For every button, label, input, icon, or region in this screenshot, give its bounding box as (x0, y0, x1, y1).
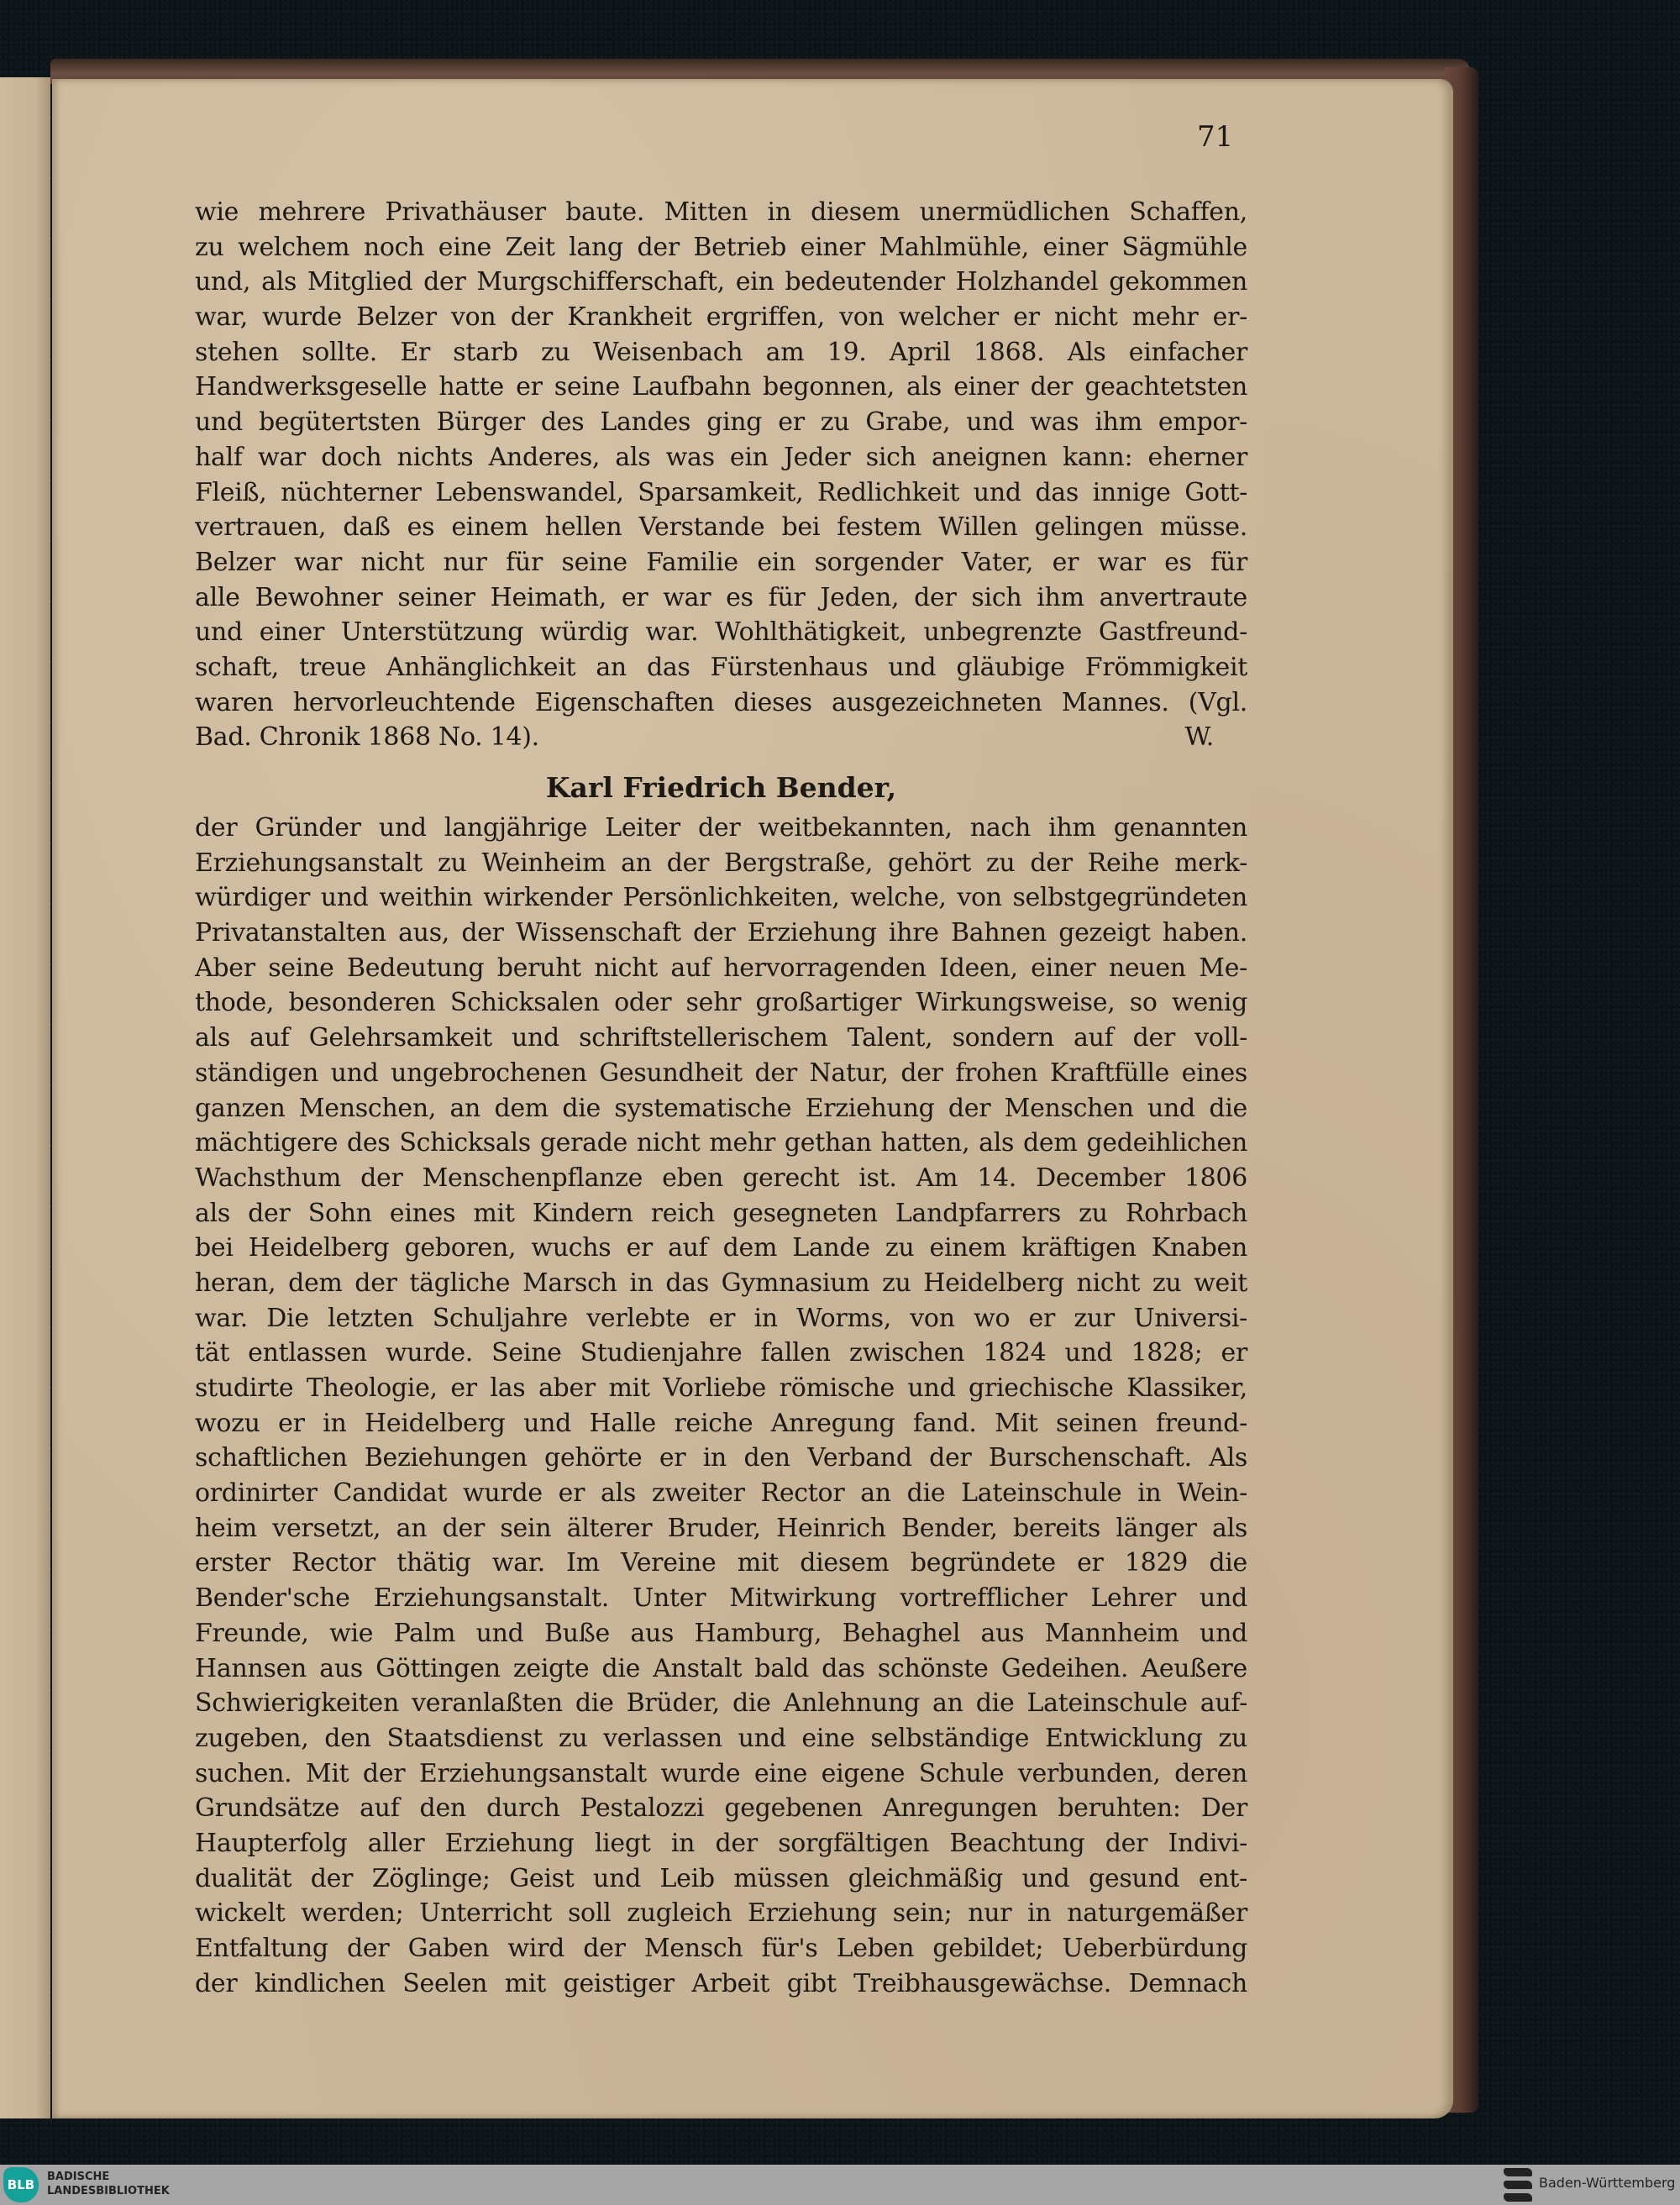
text-line (195, 1826, 1247, 1861)
text-line (195, 1581, 1247, 1616)
text-line (195, 615, 1247, 650)
text-line (195, 1861, 1247, 1897)
text-line (195, 1406, 1247, 1441)
text-line (195, 1196, 1247, 1231)
page-text (195, 195, 1247, 2001)
three-lions-crest-icon (1504, 2168, 1532, 2202)
text-line (195, 1126, 1247, 1161)
text-line-content: waren hervorleuchtende Eigenschaften dieses ausgezeichneten Mannes. (Vgl. (195, 687, 1247, 717)
text-line-content: zugeben, den Staatsdienst zu verlassen und eine selbständige Entwicklung zu (195, 1723, 1247, 1753)
text-line-content: der Gründer und langjährige Leiter der weitbekannten, nach ihm genannten (195, 813, 1247, 843)
text-line (195, 545, 1247, 580)
text-line-content: tät entlassen wurde. Seine Studienjahre fallen zwischen 1824 und 1828; er (195, 1338, 1247, 1368)
text-line-content: alle Bewohner seiner Heimath, er war es für Jeden, der sich ihm anvertraute (195, 582, 1247, 612)
text-line-content: ganzen Menschen, an dem die systematische Erziehung der Menschen und die (195, 1093, 1247, 1123)
text-line-content: und, als Mitglied der Murgschifferschaft, ein bedeutender Holzhandel gekommen (195, 267, 1247, 297)
text-line (195, 1301, 1247, 1336)
text-line-content: Hannsen aus Göttingen zeigte die Anstalt bald das schönste Gedeihen. Aeußere (195, 1653, 1247, 1683)
text-line-content: als der Sohn eines mit Kindern reich gesegneten Landpfarrers zu Rohrbach (195, 1198, 1247, 1228)
text-line-content: Privatanstalten aus, der Wissenschaft der Erziehung ihre Bahnen gezeigt haben. (195, 918, 1247, 948)
text-line-content: stehen sollte. Er starb zu Weisenbach am 19. April 1868. Als einfacher (195, 337, 1247, 367)
text-line-content: suchen. Mit der Erziehungsanstalt wurde eine eigene Schule verbunden, deren (195, 1758, 1247, 1788)
text-line-content: Aber seine Bedeutung beruht nicht auf hervorragenden Ideen, einer neuen Me- (195, 953, 1247, 983)
text-line (195, 1231, 1247, 1266)
text-line-content: heim versetzt, an der sein älterer Bruder, Heinrich Bender, bereits länger als (195, 1513, 1247, 1543)
text-line-content: erster Rector thätig war. Im Vereine mit diesem begründete er 1829 die (195, 1548, 1247, 1578)
text-line (195, 1511, 1247, 1546)
text-line (195, 1791, 1247, 1826)
text-line-content: schaftlichen Beziehungen gehörte er in den Verband der Burschenschaft. Als (195, 1443, 1247, 1473)
text-line-content: Haupterfolg aller Erziehung liegt in der sorgfältigen Beachtung der Indivi- (195, 1828, 1247, 1858)
text-line (195, 880, 1247, 916)
state-name[interactable]: Baden-Württemberg (1539, 2175, 1676, 2191)
text-line (195, 1966, 1247, 2002)
text-line (195, 1896, 1247, 1931)
text-line (195, 1056, 1247, 1091)
text-line (195, 811, 1247, 846)
text-line-content: studirte Theologie, er las aber mit Vorliebe römische und griechische Klassiker, (195, 1373, 1247, 1403)
text-line (195, 265, 1247, 300)
text-line (195, 985, 1247, 1021)
library-name-line2: LANDESBIBLIOTHEK (47, 2185, 170, 2197)
text-line-content: der kindlichen Seelen mit geistiger Arbeit gibt Treibhausgewächse. Demnach (195, 1968, 1247, 1998)
text-line (195, 1651, 1247, 1687)
text-line (195, 720, 1247, 755)
text-line-content: und begütertsten Bürger des Landes ging er zu Grabe, und was ihm empor- (195, 407, 1247, 438)
text-line (195, 230, 1247, 265)
text-line (195, 1266, 1247, 1301)
left-page-edge (0, 77, 50, 2118)
text-line-content: würdiger und weithin wirkender Persönlichkeiten, welche, von selbstgegründeten (195, 883, 1247, 913)
paragraph-belzer-obituary (195, 195, 1247, 755)
text-line (195, 650, 1247, 685)
text-line (195, 1371, 1247, 1406)
author-signature: W. (1184, 722, 1214, 753)
text-line-content: Entfaltung der Gaben wird der Mensch für's Leben gebildet; Ueberbürdung (195, 1934, 1247, 1963)
text-line-content: Handwerksgeselle hatte er seine Laufbahn begonnen, als einer der geachtetsten (195, 372, 1247, 402)
text-line (195, 195, 1247, 230)
text-line (195, 1021, 1247, 1056)
text-line (195, 370, 1247, 405)
text-line-content: mächtigere des Schicksals gerade nicht mehr gethan hatten, als dem gedeihlichen (195, 1128, 1247, 1158)
text-line-content: schaft, treue Anhänglichkeit an das Fürstenhaus und gläubige Frömmigkeit (195, 652, 1247, 682)
text-line (195, 335, 1247, 370)
text-line-content: Schwierigkeiten veranlaßten die Brüder, die Anlehnung an die Lateinschule auf- (195, 1688, 1247, 1719)
text-line-content: zu welchem noch eine Zeit lang der Betrieb einer Mahlmühle, einer Sägmühle (195, 232, 1247, 262)
text-line-content: Grundsätze auf den durch Pestalozzi gegebenen Anregungen beruhten: Der (195, 1793, 1247, 1824)
paragraph-bender-biography (195, 811, 1247, 2001)
text-line (195, 510, 1247, 545)
text-line-content: half war doch nichts Anderes, als was ein Jeder sich aneignen kann: eherner (195, 442, 1247, 472)
library-name[interactable] (47, 2170, 170, 2198)
text-line-content: als auf Gelehrsamkeit und schriftstellerischem Talent, sondern auf der voll- (195, 1023, 1247, 1053)
text-line (195, 951, 1247, 986)
text-line (195, 440, 1247, 475)
text-line-content: dualität der Zöglinge; Geist und Leib müssen gleichmäßig und gesund ent- (195, 1863, 1247, 1893)
text-line (195, 916, 1247, 951)
library-name-line1: BADISCHE (47, 2171, 110, 2183)
text-line (195, 1756, 1247, 1792)
text-line (195, 1721, 1247, 1756)
text-line-content: ständigen und ungebrochenen Gesundheit der Natur, der frohen Kraftfülle eines (195, 1058, 1247, 1088)
text-line (195, 1441, 1247, 1476)
text-line (195, 1686, 1247, 1721)
text-line-content: war, wurde Belzer von der Krankheit ergriffen, von welcher er nicht mehr er- (195, 302, 1247, 333)
text-line-content: wozu er in Heidelberg und Halle reiche Anregung fand. Mit seinen freund- (195, 1408, 1247, 1438)
text-line (195, 1336, 1247, 1371)
text-line-content: und einer Unterstützung würdig war. Wohlthätigkeit, unbegrenzte Gastfreund- (195, 617, 1247, 648)
text-line-content: bei Heidelberg geboren, wuchs er auf dem Lande zu einem kräftigen Knaben (195, 1233, 1247, 1263)
text-line (195, 846, 1247, 881)
text-line (195, 405, 1247, 440)
text-line-content: Fleiß, nüchterner Lebenswandel, Sparsamkeit, Redlichkeit und das innige Gott- (195, 477, 1247, 507)
text-line-content: Freunde, wie Palm und Buße aus Hamburg, Behaghel aus Mannheim und (195, 1618, 1247, 1648)
text-line (195, 300, 1247, 335)
text-line (195, 1546, 1247, 1581)
text-line (195, 580, 1247, 616)
text-line (195, 1091, 1247, 1126)
text-line-content: Belzer war nicht nur für seine Familie ein sorgender Vater, er war es für (195, 547, 1247, 577)
text-line-content: vertrauen, daß es einem hellen Verstande bei festem Willen gelingen müsse. (195, 512, 1247, 543)
footer-bar (0, 2165, 1680, 2205)
text-line-content: Bad. Chronik 1868 No. 14). (195, 722, 539, 753)
text-line (195, 685, 1247, 721)
text-line-content: heran, dem der tägliche Marsch in das Gymnasium zu Heidelberg nicht zu weit (195, 1268, 1247, 1298)
text-line (195, 1161, 1247, 1196)
text-line (195, 1476, 1247, 1511)
blb-logo[interactable]: BLB (3, 2167, 39, 2202)
text-line (195, 1931, 1247, 1966)
text-line (195, 1616, 1247, 1651)
text-line-content: thode, besonderen Schicksalen oder sehr großartiger Wirkungsweise, so wenig (195, 988, 1247, 1018)
page-number: 71 (1197, 120, 1234, 154)
text-line-content: Erziehungsanstalt zu Weinheim an der Bergstraße, gehört zu der Reihe merk- (195, 848, 1247, 878)
text-line-content: war. Die letzten Schuljahre verlebte er in Worms, von wo er zur Universi- (195, 1303, 1247, 1333)
section-heading: Karl Friedrich Bender, (545, 771, 897, 804)
text-line (195, 475, 1247, 511)
text-line-content: Wachsthum der Menschenpflanze eben gerecht ist. Am 14. December 1806 (195, 1163, 1247, 1193)
text-line-content: wickelt werden; Unterricht soll zugleich Erziehung sein; nur in naturgemäßer (195, 1898, 1247, 1929)
text-line-content: ordinirter Candidat wurde er als zweiter Rector an die Lateinschule in Wein- (195, 1478, 1247, 1509)
text-line-content: wie mehrere Privathäuser baute. Mitten in diesem unermüdlichen Schaffen, (195, 197, 1247, 227)
text-line-content: Bender'sche Erziehungsanstalt. Unter Mitwirkung vortrefflicher Lehrer und (195, 1583, 1247, 1614)
